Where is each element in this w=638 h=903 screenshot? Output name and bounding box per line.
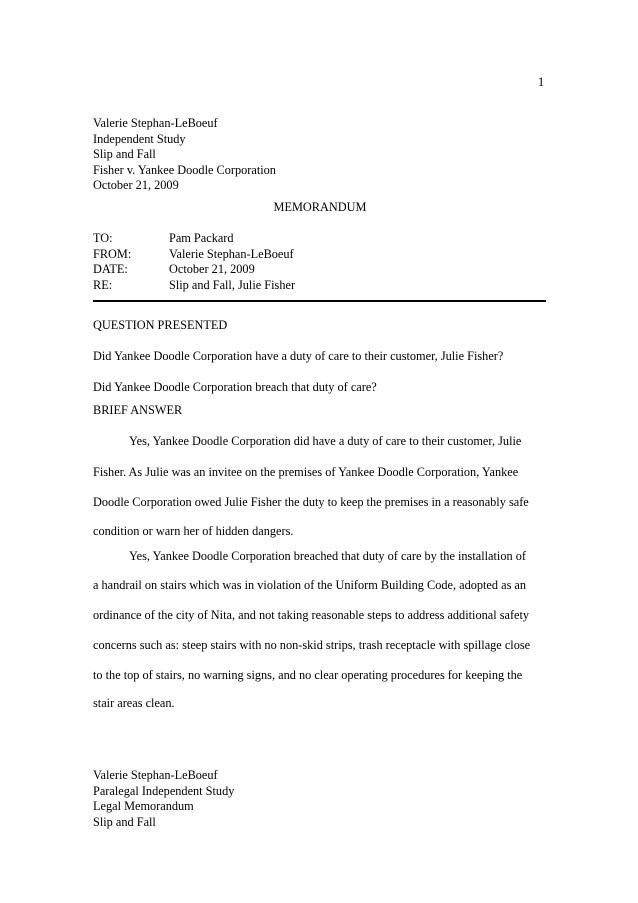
question-2: Did Yankee Doodle Corporation breach that duty of care? [93,380,377,394]
memo-label: RE: [93,277,113,292]
header-author: Valerie Stephan-LeBoeuf [93,116,218,130]
header-topic: Slip and Fall [93,147,156,162]
memo-value: October 21, 2009 [169,262,255,277]
footer-document: Legal Memorandum [93,799,194,814]
memo-label: TO: [93,231,113,245]
footer-topic: Slip and Fall [93,814,156,829]
header-course: Independent Study [93,131,186,146]
answer-1-line: Doodle Corporation owed Julie Fisher the duty to keep the premises in a reasonably safe [93,495,529,509]
brief-answer-heading: BRIEF ANSWER [93,403,183,417]
memo-value: Valerie Stephan-LeBoeuf [169,246,294,261]
answer-2-line: to the top of stairs, no warning signs, and no clear operating procedures for keeping the [93,668,523,682]
header-case: Fisher v. Yankee Doodle Corporation [93,162,276,177]
memo-title-text: MEMORANDUM [273,200,367,214]
answer-2-line: ordinance of the city of Nita, and not taking reasonable steps to address additional safety [93,608,530,622]
answer-2-line: concerns such as: steep stairs with no non-skid strips, trash receptacle with spillage close [93,638,531,652]
question-1: Did Yankee Doodle Corporation have a duty of care to their customer, Julie Fisher? [93,349,504,363]
answer-1-line: Yes, Yankee Doodle Corporation did have a duty of care to their customer, Julie [129,434,522,448]
answer-2-line: Yes, Yankee Doodle Corporation breached that duty of care by the installation of [129,549,526,563]
footer-block [93,768,234,830]
document-header [93,116,276,194]
memo-label: FROM: [93,246,132,261]
horizontal-divider [93,300,546,302]
memo-label: DATE: [93,262,128,277]
memo-value: Slip and Fall, Julie Fisher [169,277,296,292]
memo-title [0,200,638,215]
header-date: October 21, 2009 [93,178,179,193]
footer-author: Valerie Stephan-LeBoeuf [93,768,218,782]
answer-1-line: condition or warn her of hidden dangers. [93,524,294,538]
page-number: 1 [538,75,545,89]
question-presented-heading: QUESTION PRESENTED [93,318,228,332]
answer-1-line: Fisher. As Julie was an invitee on the premises of Yankee Doodle Corporation, Yankee [93,465,519,479]
answer-2-line: a handrail on stairs which was in violation of the Uniform Building Code, adopted as an [93,578,527,592]
memo-value: Pam Packard [169,231,234,245]
footer-course: Paralegal Independent Study [93,783,235,798]
answer-2-line: stair areas clean. [93,696,175,710]
